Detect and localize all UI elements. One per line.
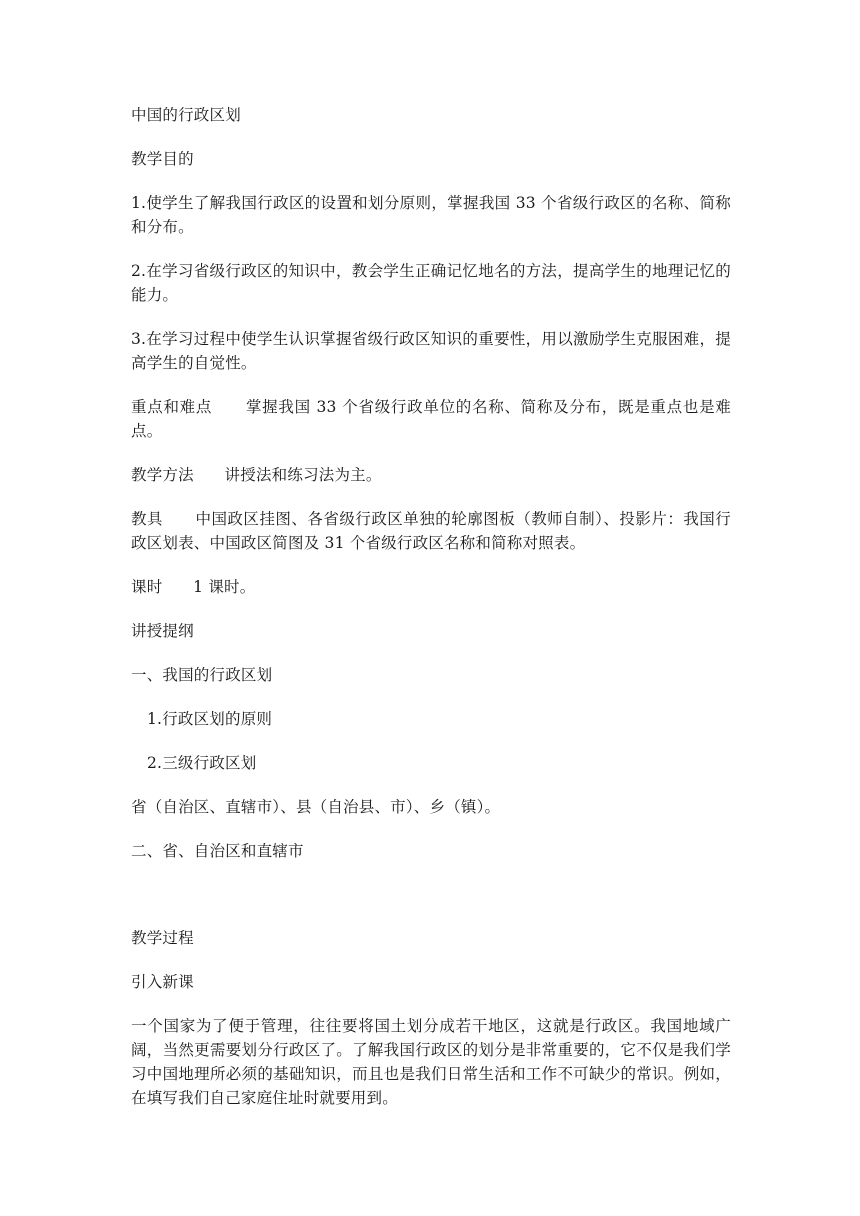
outline-subitem-2: 2.三级行政区划 <box>147 754 257 772</box>
outline-item-1: 一、我国的行政区划 <box>131 666 273 684</box>
document-title: 中国的行政区划 <box>131 106 241 124</box>
intro-paragraph: 一个国家为了便于管理，往往要将国土划分成若干地区，这就是行政区。我国地域广阔，当然更需要划分行政区了。了解我国行政区的划分是非常重要的，它不仅是我们学习中国地理所必须的基础知识，而且也是我们日常生活和工作不可缺少的常识。例如，在填写我们自己家庭住址时就要用到。 <box>131 1017 731 1107</box>
process-heading: 教学过程 <box>131 929 194 947</box>
spacer <box>131 883 731 926</box>
objective-2: 2.在学习省级行政区的知识中，教会学生正确记忆地名的方法，提高学生的地理记忆的能力。 <box>131 262 731 304</box>
objective-1: 1.使学生了解我国行政区的设置和划分原则，掌握我国 33 个省级行政区的名称、简称和分布。 <box>131 194 731 236</box>
key-points: 重点和难点 掌握我国 33 个省级行政单位的名称、简称及分布，既是重点也是难点。 <box>131 398 731 440</box>
intro-heading: 引入新课 <box>131 973 194 991</box>
outline-levels: 省（自治区、直辖市）、县（自治县、市）、乡（镇）。 <box>131 798 501 816</box>
teaching-aids: 教具 中国政区挂图、各省级行政区单独的轮廓图板（教师自制）、投影片：我国行政区划表、中国政区简图及 31 个省级行政区名称和简称对照表。 <box>131 510 731 552</box>
outline-item-2: 二、省、自治区和直辖市 <box>131 842 304 860</box>
outline-subitem-1: 1.行政区划的原则 <box>147 710 273 728</box>
objectives-heading: 教学目的 <box>131 150 194 168</box>
objective-3: 3.在学习过程中使学生认识掌握省级行政区知识的重要性，用以激励学生克服困难，提高学生的自觉性。 <box>131 330 731 372</box>
outline-heading: 讲授提纲 <box>131 622 194 640</box>
teaching-method: 教学方法 讲授法和练习法为主。 <box>131 466 382 484</box>
document-body <box>131 103 731 1130</box>
lesson-duration: 课时 1 课时。 <box>131 578 256 596</box>
